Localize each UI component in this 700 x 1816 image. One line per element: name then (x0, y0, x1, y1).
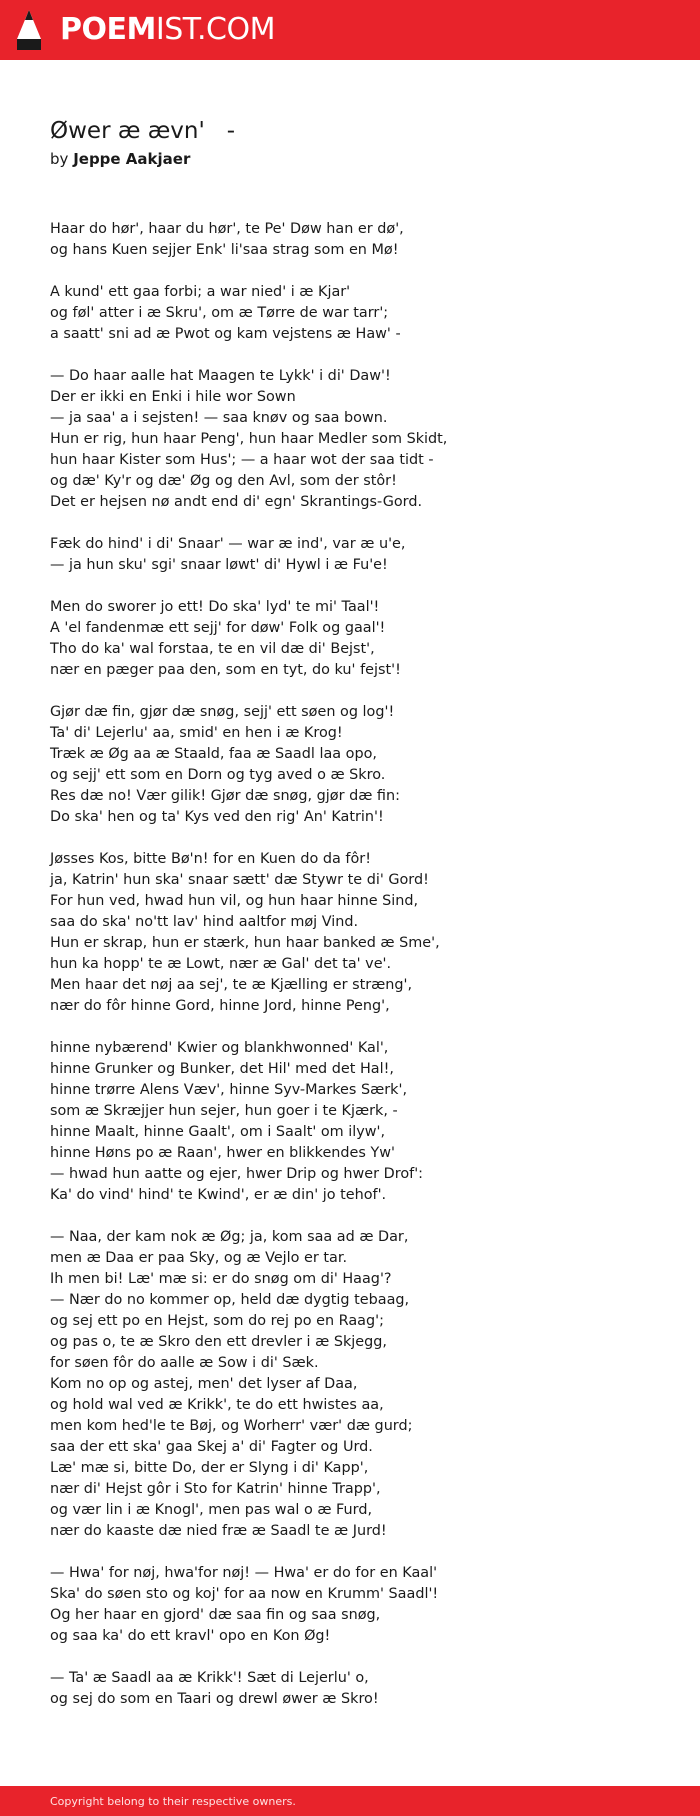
poem-line: hinne nybærend' Kwier og blankhwonned' Kal', (50, 1040, 389, 1056)
poem-line: men æ Daa er paa Sky, og æ Vejlo er tar. (50, 1250, 348, 1266)
poem-line: ja, Katrin' hun ska' snaar sætt' dæ Stywr te di' Gord! (50, 872, 429, 888)
poem-heading (50, 116, 235, 170)
poem-line: Ih men bi! Læ' mæ si: er do snøg om di' Haag'? (50, 1271, 392, 1287)
poem-line: og pas o, te æ Skro den ett drevler i æ Skjegg, (50, 1334, 387, 1350)
poem-stanza (50, 1038, 670, 1206)
poem-line: Hun er rig, hun haar Peng', hun haar Medler som Skidt, (50, 431, 448, 447)
poem-line: Der er ikki en Enki i hile wor Sown (50, 389, 296, 405)
poem-line: for søen fôr do aalle æ Sow i di' Sæk. (50, 1355, 319, 1371)
poem-stanza (50, 534, 670, 576)
poem-line: — Do haar aalle hat Maagen te Lykk' i di' Daw'! (50, 368, 391, 384)
poem-line: og hans Kuen sejjer Enk' li'saa strag som en Mø! (50, 242, 399, 258)
poem-title: Øwer æ ævn' - (50, 118, 236, 144)
poem-line: A 'el fandenmæ ett sejj' for døw' Folk og gaal'! (50, 620, 386, 636)
poem-line: Ska' do søen sto og koj' for aa now en Krumm' Saadl'! (50, 1586, 439, 1602)
poem-line: hinne Høns po æ Raan', hwer en blikkendes Yw' (50, 1145, 395, 1161)
poem-line: Hun er skrap, hun er stærk, hun haar banked æ Sme', (50, 935, 440, 951)
poem-line: nær en pæger paa den, som en tyt, do ku' fejst'! (50, 662, 401, 678)
poem-line: hinne Maalt, hinne Gaalt', om i Saalt' om ilyw', (50, 1124, 386, 1140)
poem-stanza (50, 1227, 670, 1542)
logo-text-bold: POEM (60, 12, 156, 47)
poem-line: nær di' Hejst gôr i Sto for Katrin' hinne Trapp', (50, 1481, 381, 1497)
poem-line: Haar do hør', haar du hør', te Pe' Døw han er dø', (50, 221, 404, 237)
poem-line: saa do ska' no'tt lav' hind aaltfor møj Vind. (50, 914, 359, 930)
poem-line: — hwad hun aatte og ejer, hwer Drip og hwer Drof': (50, 1166, 423, 1182)
poem-line: saa der ett ska' gaa Skej a' di' Fagter og Urd. (50, 1439, 373, 1455)
poem-line: A kund' ett gaa forbi; a war nied' i æ Kjar' (50, 284, 351, 300)
poem-stanza (50, 597, 670, 681)
poem-line: Men do sworer jo ett! Do ska' lyd' te mi' Taal'! (50, 599, 380, 615)
poem-line: Men haar det nøj aa sej', te æ Kjælling er stræng', (50, 977, 413, 993)
poem-body (50, 219, 670, 1731)
poem-line: Kom no op og astej, men' det lyser af Daa, (50, 1376, 358, 1392)
poem-line: som æ Skræjjer hun sejer, hun goer i te Kjærk, - (50, 1103, 398, 1119)
poem-line: For hun ved, hwad hun vil, og hun haar hinne Sind, (50, 893, 419, 909)
site-logo[interactable] (16, 9, 275, 51)
poem-line: Træk æ Øg aa æ Staald, faa æ Saadl laa opo, (50, 746, 377, 762)
poem-line: — Ta' æ Saadl aa æ Krikk'! Sæt di Lejerlu' o, (50, 1670, 369, 1686)
poem-line: hun haar Kister som Hus'; — a haar wot der saa tidt - (50, 452, 434, 468)
poem-byline (50, 148, 235, 170)
poem-line: og saa ka' do ett kravl' opo en Kon Øg! (50, 1628, 331, 1644)
poem-line: og sej do som en Taari og drewl øwer æ Skro! (50, 1691, 379, 1707)
poem-line: a saatt' sni ad æ Pwot og kam vejstens æ Haw' - (50, 326, 401, 342)
poem-line: men kom hed'le te Bøj, og Worherr' vær' dæ gurd; (50, 1418, 413, 1434)
poem-stanza (50, 702, 670, 828)
poem-line: hun ka hopp' te æ Lowt, nær æ Gal' det ta' ve'. (50, 956, 392, 972)
poem-line: — Nær do no kommer op, held dæ dygtig tebaag, (50, 1292, 410, 1308)
poem-line: og føl' atter i æ Skru', om æ Tørre de war tarr'; (50, 305, 389, 321)
poem-line: hinne trørre Alens Væv', hinne Syv-Markes Særk', (50, 1082, 408, 1098)
poem-line: og vær lin i æ Knogl', men pas wal o æ Furd, (50, 1502, 373, 1518)
site-footer (0, 1786, 700, 1816)
poem-stanza (50, 219, 670, 261)
poem-stanza (50, 282, 670, 345)
poem-line: — ja saa' a i sejsten! — saa knøv og saa bown. (50, 410, 388, 426)
poem-stanza (50, 366, 670, 513)
poem-line: Gjør dæ fin, gjør dæ snøg, sejj' ett søen og log'! (50, 704, 395, 720)
byline-label: by (50, 150, 69, 168)
poem-line: — ja hun sku' sgi' snaar løwt' di' Hywl i æ Fu'e! (50, 557, 388, 573)
poem-line: — Naa, der kam nok æ Øg; ja, kom saa ad æ Dar, (50, 1229, 409, 1245)
poem-line: Ta' di' Lejerlu' aa, smid' en hen i æ Krog! (50, 725, 343, 741)
poem-stanza (50, 1668, 670, 1710)
poem-line: Læ' mæ si, bitte Do, der er Slyng i di' Kapp', (50, 1460, 369, 1476)
poem-line: og dæ' Ky'r og dæ' Øg og den Avl, som der stôr! (50, 473, 397, 489)
poem-line: Tho do ka' wal forstaa, te en vil dæ di' Bejst', (50, 641, 375, 657)
logo-text-light: IST.COM (155, 12, 275, 47)
poem-line: Res dæ no! Vær gilik! Gjør dæ snøg, gjør dæ fin: (50, 788, 400, 804)
poem-stanza (50, 1563, 670, 1647)
poem-line: Do ska' hen og ta' Kys ved den rig' An' Katrin'! (50, 809, 384, 825)
poem-line: — Hwa' for nøj, hwa'for nøj! — Hwa' er do for en Kaal' (50, 1565, 438, 1581)
poem-line: og sejj' ett som en Dorn og tyg aved o æ Skro. (50, 767, 386, 783)
poem-line: Det er hejsen nø andt end di' egn' Skrantings-Gord. (50, 494, 423, 510)
poem-line: Jøsses Kos, bitte Bø'n! for en Kuen do da fôr! (50, 851, 371, 867)
site-header (0, 0, 700, 60)
poem-line: Og her haar en gjord' dæ saa fin og saa snøg, (50, 1607, 381, 1623)
poem-line: og hold wal ved æ Krikk', te do ett hwistes aa, (50, 1397, 384, 1413)
poem-line: Ka' do vind' hind' te Kwind', er æ din' jo tehof'. (50, 1187, 387, 1203)
poem-line: nær do kaaste dæ nied fræ æ Saadl te æ Jurd! (50, 1523, 387, 1539)
poem-line: nær do fôr hinne Gord, hinne Jord, hinne Peng', (50, 998, 390, 1014)
copyright-text: Copyright belong to their respective owners. (50, 1794, 296, 1808)
poem-line: hinne Grunker og Bunker, det Hil' med det Hal!, (50, 1061, 394, 1077)
poem-line: Fæk do hind' i di' Snaar' — war æ ind', var æ u'e, (50, 536, 406, 552)
poem-stanza (50, 849, 670, 1017)
site-logo-text (60, 12, 275, 47)
author-name[interactable]: Jeppe Aakjaer (73, 150, 191, 168)
poem-line: og sej ett po en Hejst, som do rej po en Raag'; (50, 1313, 384, 1329)
pencil-tip-icon (16, 9, 42, 51)
